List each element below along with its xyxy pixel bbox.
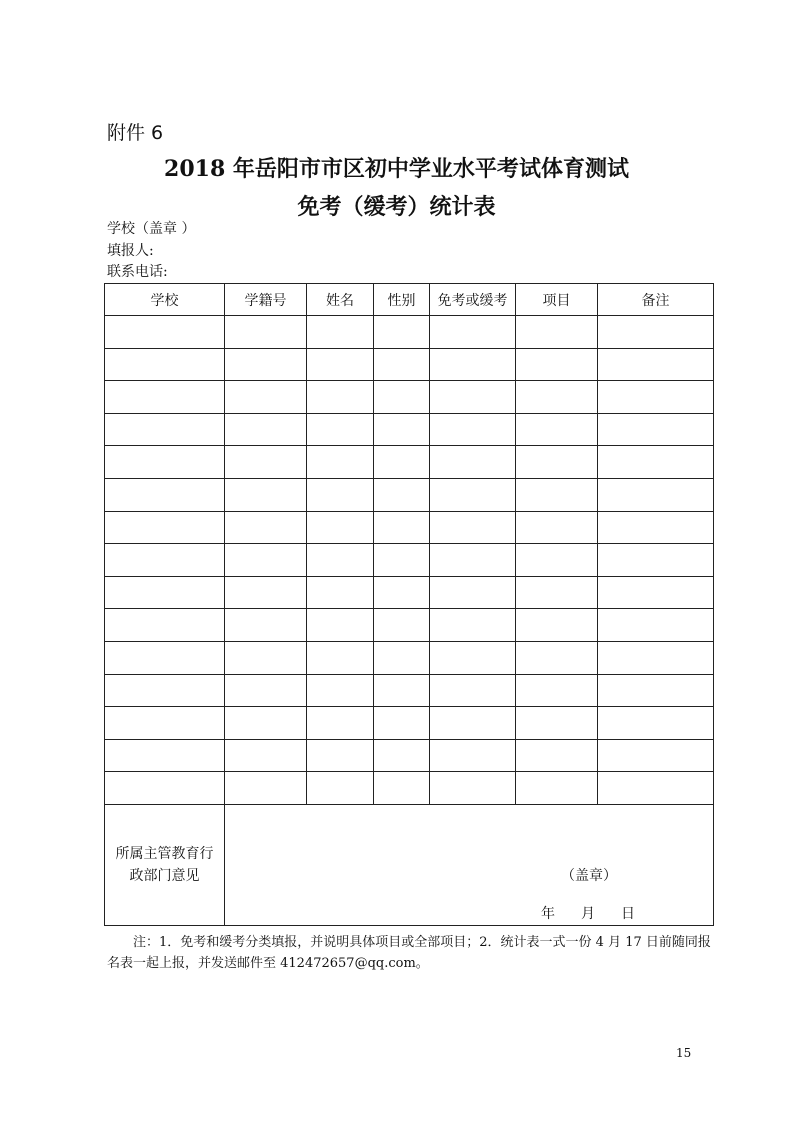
opinion-label-cell — [105, 804, 225, 925]
table-cell[interactable] — [598, 316, 714, 349]
opinion-label-line1: 所属主管教育行 — [115, 845, 214, 862]
table-cell[interactable] — [374, 348, 430, 381]
table-cell[interactable] — [374, 707, 430, 740]
header-student-id: 学籍号 — [225, 284, 307, 316]
table-cell[interactable] — [516, 772, 598, 805]
table-cell[interactable] — [430, 348, 516, 381]
date-month: 月 — [581, 905, 595, 922]
table-cell[interactable] — [307, 641, 374, 674]
table-cell[interactable] — [225, 511, 307, 544]
table-cell[interactable] — [225, 544, 307, 577]
table-cell[interactable] — [225, 674, 307, 707]
filler-field: 填报人: — [107, 243, 154, 259]
table-cell[interactable] — [374, 544, 430, 577]
document-title-line1: 2018 年岳阳市市区初中学业水平考试体育测试 — [164, 156, 629, 182]
table-cell[interactable] — [374, 576, 430, 609]
document-title-line2: 免考（缓考）统计表 — [297, 194, 496, 220]
table-cell[interactable] — [430, 576, 516, 609]
table-cell[interactable] — [516, 641, 598, 674]
table-cell[interactable] — [516, 478, 598, 511]
table-cell[interactable] — [225, 772, 307, 805]
table-row — [105, 674, 714, 707]
table-cell[interactable] — [430, 544, 516, 577]
table-header-row — [105, 284, 714, 316]
table-cell[interactable] — [430, 413, 516, 446]
table-cell[interactable] — [598, 739, 714, 772]
table-cell[interactable] — [307, 674, 374, 707]
table-row — [105, 609, 714, 642]
table-cell[interactable] — [430, 511, 516, 544]
table-cell[interactable] — [307, 772, 374, 805]
table-cell[interactable] — [598, 413, 714, 446]
table-cell[interactable] — [105, 446, 225, 479]
table-cell[interactable] — [430, 478, 516, 511]
table-cell[interactable] — [374, 316, 430, 349]
table-cell[interactable] — [374, 772, 430, 805]
table-cell[interactable] — [598, 381, 714, 414]
phone-field: 联系电话: — [107, 264, 168, 280]
table-row — [105, 772, 714, 805]
table-cell[interactable] — [598, 511, 714, 544]
table-cell[interactable] — [105, 576, 225, 609]
date-line — [541, 903, 635, 923]
table-row — [105, 707, 714, 740]
table-cell[interactable] — [598, 576, 714, 609]
table-cell[interactable] — [516, 609, 598, 642]
table-cell[interactable] — [516, 707, 598, 740]
table-cell[interactable] — [225, 446, 307, 479]
table-cell[interactable] — [598, 609, 714, 642]
table-cell[interactable] — [225, 413, 307, 446]
table-cell[interactable] — [105, 381, 225, 414]
table-cell[interactable] — [374, 446, 430, 479]
table-cell[interactable] — [374, 609, 430, 642]
header-school: 学校 — [105, 284, 225, 316]
footnote: 注：1．免考和缓考分类填报，并说明具体项目或全部项目；2．统计表一式一份 4 月 17 日前随同报名表一起上报，并发送邮件至 412472657@qq.com。 — [107, 935, 711, 971]
table-cell[interactable] — [105, 544, 225, 577]
table-cell[interactable] — [225, 316, 307, 349]
header-name: 姓名 — [307, 284, 374, 316]
date-year: 年 — [541, 905, 555, 922]
exemption-table — [104, 283, 714, 926]
table-cell[interactable] — [105, 739, 225, 772]
table-cell[interactable] — [430, 674, 516, 707]
table-cell[interactable] — [516, 413, 598, 446]
table-cell[interactable] — [307, 739, 374, 772]
table-cell[interactable] — [225, 641, 307, 674]
table-cell[interactable] — [307, 316, 374, 349]
table-cell[interactable] — [225, 478, 307, 511]
table-cell[interactable] — [225, 576, 307, 609]
table-cell[interactable] — [307, 609, 374, 642]
seal-text: （盖章） — [561, 867, 617, 884]
table-cell[interactable] — [105, 707, 225, 740]
table-cell[interactable] — [374, 641, 430, 674]
table-row — [105, 348, 714, 381]
page-number: 15 — [676, 1046, 692, 1060]
table-cell[interactable] — [105, 316, 225, 349]
table-cell[interactable] — [374, 478, 430, 511]
table-cell[interactable] — [105, 348, 225, 381]
table-cell[interactable] — [430, 609, 516, 642]
table-cell[interactable] — [516, 544, 598, 577]
table-cell[interactable] — [225, 381, 307, 414]
table-cell[interactable] — [516, 511, 598, 544]
opinion-content-cell[interactable] — [225, 804, 714, 925]
table-cell[interactable] — [598, 674, 714, 707]
table-cell[interactable] — [225, 739, 307, 772]
table-cell[interactable] — [307, 576, 374, 609]
table-cell[interactable] — [516, 576, 598, 609]
table-cell[interactable] — [516, 739, 598, 772]
table-cell[interactable] — [598, 641, 714, 674]
table-cell[interactable] — [307, 381, 374, 414]
table-cell[interactable] — [225, 707, 307, 740]
table-body — [105, 316, 714, 805]
table-cell[interactable] — [374, 413, 430, 446]
table-cell[interactable] — [430, 739, 516, 772]
table-cell[interactable] — [598, 707, 714, 740]
table-cell[interactable] — [374, 674, 430, 707]
table-cell[interactable] — [516, 446, 598, 479]
table-cell[interactable] — [516, 381, 598, 414]
table-cell[interactable] — [430, 707, 516, 740]
table-row — [105, 739, 714, 772]
table-cell[interactable] — [225, 609, 307, 642]
header-item: 项目 — [516, 284, 598, 316]
table-cell[interactable] — [374, 511, 430, 544]
table-cell[interactable] — [307, 707, 374, 740]
table-cell[interactable] — [225, 348, 307, 381]
table-cell[interactable] — [105, 413, 225, 446]
table-row — [105, 316, 714, 349]
table-row — [105, 413, 714, 446]
table-row — [105, 544, 714, 577]
table-row — [105, 511, 714, 544]
table-cell[interactable] — [598, 544, 714, 577]
table-cell[interactable] — [374, 739, 430, 772]
table-cell[interactable] — [430, 641, 516, 674]
table-cell[interactable] — [598, 772, 714, 805]
table-row — [105, 576, 714, 609]
school-seal-field: 学校（盖章 ） — [107, 221, 196, 237]
table-cell[interactable] — [105, 478, 225, 511]
header-remarks: 备注 — [598, 284, 714, 316]
table-cell[interactable] — [430, 381, 516, 414]
table-cell[interactable] — [598, 348, 714, 381]
header-exempt-or-defer: 免考或缓考 — [430, 284, 516, 316]
opinion-row — [105, 804, 714, 925]
attachment-label: 附件 6 — [107, 122, 164, 144]
table-cell[interactable] — [307, 544, 374, 577]
table-cell[interactable] — [374, 381, 430, 414]
table-cell[interactable] — [105, 674, 225, 707]
table-cell[interactable] — [307, 478, 374, 511]
table-cell[interactable] — [307, 413, 374, 446]
table-cell[interactable] — [516, 348, 598, 381]
table-cell[interactable] — [105, 641, 225, 674]
table-cell[interactable] — [430, 772, 516, 805]
table-cell[interactable] — [598, 446, 714, 479]
table-cell[interactable] — [430, 316, 516, 349]
table-cell[interactable] — [516, 674, 598, 707]
table-row — [105, 641, 714, 674]
table-cell[interactable] — [105, 609, 225, 642]
table-cell[interactable] — [307, 348, 374, 381]
header-gender: 性别 — [374, 284, 430, 316]
table-cell[interactable] — [598, 478, 714, 511]
table-cell[interactable] — [105, 772, 225, 805]
table-cell[interactable] — [307, 511, 374, 544]
table-cell[interactable] — [307, 446, 374, 479]
opinion-label-line2: 政部门意见 — [129, 867, 200, 884]
table-cell[interactable] — [105, 511, 225, 544]
table-row — [105, 446, 714, 479]
table-row — [105, 478, 714, 511]
date-day: 日 — [621, 905, 635, 922]
table-cell[interactable] — [430, 446, 516, 479]
table-row — [105, 381, 714, 414]
table-cell[interactable] — [516, 316, 598, 349]
